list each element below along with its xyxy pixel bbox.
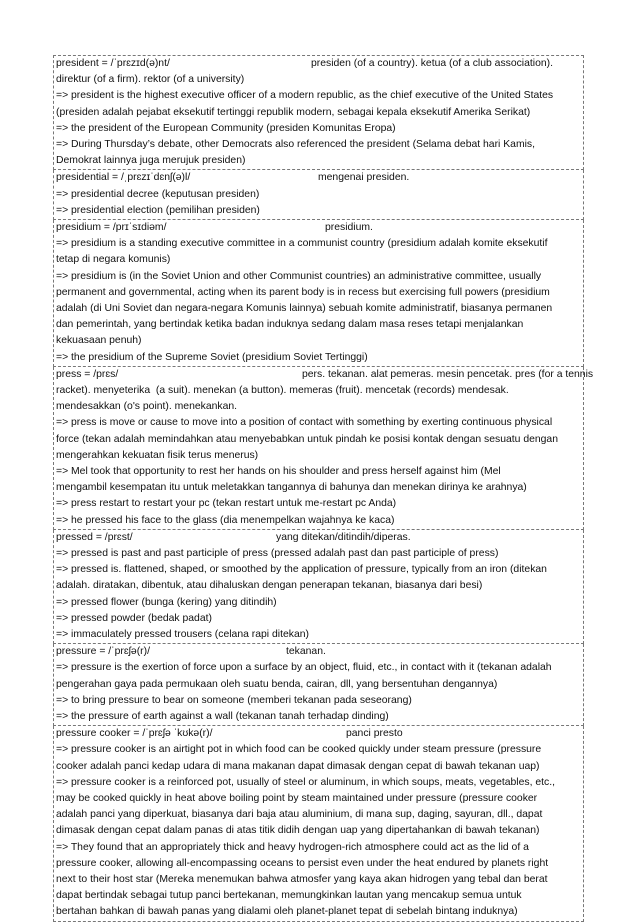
entry-line: => pressed powder (bedak padat) <box>56 612 212 624</box>
entry-header <box>56 726 581 742</box>
entry-line: pengerahan gaya pada permukaan oleh suatu benda, cairan, dll, yang bersentuhan dengannya) <box>56 678 498 690</box>
entry-header <box>56 220 581 236</box>
entry-line: => Mel took that opportunity to rest her hands on his shoulder and press herself against him (Mel <box>56 466 501 478</box>
entry-line: => pressed is past and past participle of press (pressed adalah past dan past participle of press) <box>56 548 499 560</box>
entry-line: cooker adalah panci kedap udara di mana makanan dapat dimasak dengan cepat di bawah tekanan uap) <box>56 760 540 772</box>
entry-header <box>56 56 581 72</box>
entry-line: => he pressed his face to the glass (dia menempelkan wajahnya ke kaca) <box>56 514 395 526</box>
entry-line: => president is the highest executive officer of a modern republic, as the chief executive of the United States <box>56 90 554 102</box>
entry-line: mengambil kesempatan itu untuk meletakkan tangannya di bahunya dan menekan dirinya ke arahnya) <box>56 482 527 494</box>
entry-header <box>56 170 581 186</box>
entry-line: bertahan bahkan di bawah panas yang dialami oleh planet-planet tepat di sebelah bintang induknya) <box>56 906 518 918</box>
entry-header <box>56 530 581 546</box>
entry-line: Demokrat lainnya juga merujuk presiden) <box>56 155 246 167</box>
entry-line: force (tekan adalah memindahkan atau menyebabkan untuk pindah ke posisi kontak dengan sesuatu dengan <box>56 433 558 445</box>
entry-headword: president = /ˈprɛzɪd(ə)nt/ <box>56 58 170 69</box>
entry-line: pressure cooker, allowing all-encompassing oceans to persist even under the heat endured by planets right <box>56 857 549 869</box>
entry-line: => pressed flower (bunga (kering) yang ditindih) <box>56 596 277 608</box>
entry-line: => the pressure of earth against a wall (tekanan tanah terhadap dinding) <box>56 711 389 723</box>
entry-line: dimasak dengan cepat dalam panas di atas titik didih dengan uap yang dipertahankan di bawah tekanan) <box>56 825 540 837</box>
entry-line: => pressure is the exertion of force upon a surface by an object, fluid, etc., in contact with it (tekanan adalah <box>56 662 552 674</box>
entry-line: => pressure cooker is a reinforced pot, usually of steel or aluminum, in which soups, meats, vegetables, etc., <box>56 776 555 788</box>
entry-line: => press is move or cause to move into a position of contact with something by exerting continuous physical <box>56 417 553 429</box>
entry-line: => press restart to restart your pc (tekan restart untuk me-restart pc Anda) <box>56 498 397 510</box>
dictionary-document <box>53 55 594 922</box>
entry-line: => pressed is. flattened, shaped, or smoothed by the application of pressure, typically from an iron (ditekan <box>56 564 547 576</box>
entry-line: adalah. diratakan, dibentuk, atau dihaluskan dengan penerapan tekanan, biasanya dari besi) <box>56 580 483 592</box>
entry-translation: yang ditekan/ditindih/diperas. <box>276 531 411 543</box>
dictionary-entry <box>53 367 594 530</box>
entry-translation: mengenai presiden. <box>318 172 410 184</box>
entry-line: => the president of the European Community (presiden Komunitas Eropa) <box>56 122 396 134</box>
entry-translation: presidium. <box>325 222 373 233</box>
entry-line: kekuasaan penuh) <box>56 335 142 347</box>
entry-line: tetap di negara komunis) <box>56 254 171 266</box>
entry-line: => presidium is (in the Soviet Union and other Communist countries) an administrative committee, usually <box>56 270 542 282</box>
dictionary-entry <box>53 726 584 921</box>
entry-headword: pressure cooker = /ˈprɛʃə ˈkʊkə(r)/ <box>56 728 213 740</box>
entry-line: next to their host star (Mereka menemukan bahwa atmosfer yang kaya akan hidrogen yang tebal dan berat <box>56 874 548 886</box>
entry-header <box>56 644 581 660</box>
entry-line: => immaculately pressed trousers (celana rapi ditekan) <box>56 629 309 641</box>
entry-headword: presidium = /prɪˈsɪdiəm/ <box>56 222 167 233</box>
entry-line: adalah (di Uni Soviet dan negara-negara Komunis lainnya) sebuah komite administratif, biasanya permanen <box>56 303 553 314</box>
entry-translation: pers. tekanan. alat pemeras. mesin pencetak. pres (for a tennis <box>302 368 594 380</box>
entry-headword: pressed = /prɛst/ <box>56 531 133 543</box>
dictionary-entry <box>53 530 584 644</box>
entry-line: mendesakkan (o's point). menekankan. <box>56 401 238 413</box>
entry-translation: presiden (of a country). ketua (of a club association). <box>311 58 553 69</box>
entry-line: => to bring pressure to bear on someone (memberi tekanan pada seseorang) <box>56 694 412 706</box>
entry-headword: press = /prɛs/ <box>56 368 119 380</box>
entry-line: may be cooked quickly in heat above boiling point by steam maintained under pressure (pressure cooker <box>56 793 538 805</box>
entry-line: => During Thursday’s debate, other Democrats also referenced the president (Selama debat hari Kamis, <box>56 139 535 150</box>
entry-translation: panci presto <box>346 728 403 740</box>
entry-header <box>56 367 594 383</box>
entry-line: permanent and governmental, acting when its parent body is in recess but exercising full powers (presidium <box>56 286 550 298</box>
entry-line: dapat bertindak sebagai tutup panci bertekanan, memungkinkan lautan yang mencakup semua untuk <box>56 890 522 902</box>
entry-line: => presidium is a standing executive committee in a communist country (presidium adalah komite eksekutif <box>56 238 548 250</box>
entry-line: mengerahkan kekuatan fisik terus menerus) <box>56 449 259 461</box>
dictionary-entry <box>53 644 584 726</box>
entry-translation: tekanan. <box>286 646 326 658</box>
dictionary-entry <box>53 220 584 367</box>
entry-line: => presidential decree (keputusan presiden) <box>56 188 260 200</box>
dictionary-entry <box>53 170 584 220</box>
entry-headword: pressure = /ˈprɛʃə(r)/ <box>56 646 150 658</box>
entry-headword: presidential = /ˌprɛzɪˈdɛnʃ(ə)l/ <box>56 172 191 184</box>
entry-line: racket). menyeterika (a suit). menekan (a button). memeras (fruit). mencetak (records) mendesak. <box>56 385 509 396</box>
dictionary-entry <box>53 55 584 170</box>
entry-line: => presidential election (pemilihan presiden) <box>56 204 260 216</box>
entry-line: => pressure cooker is an airtight pot in which food can be cooked quickly under steam pressure (pressure <box>56 744 542 756</box>
entry-line: => the presidium of the Supreme Soviet (presidium Soviet Tertinggi) <box>56 351 368 363</box>
entry-line: adalah panci yang diperkuat, biasanya dari baja atau aluminium, di mana sup, daging, sayuran, dll., dapat <box>56 809 543 821</box>
entry-line: direktur (of a firm). rektor (of a university) <box>56 74 245 86</box>
entry-line: => They found that an appropriately thick and heavy hydrogen-rich atmosphere could act as the lid of a <box>56 841 529 853</box>
entry-line: (presiden adalah pejabat eksekutif tertinggi republik modern, sebagai kepala eksekutif Amerika Serikat) <box>56 106 531 118</box>
entry-line: dan pemerintah, yang bertindak ketika badan induknya sedang dalam masa reses tetapi menjalankan <box>56 319 524 331</box>
